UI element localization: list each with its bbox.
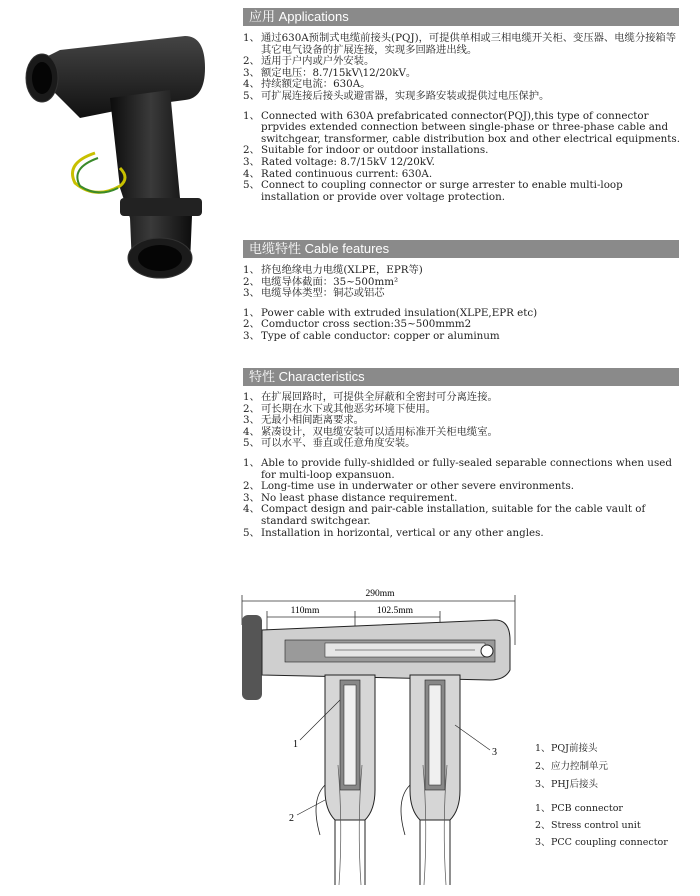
list-item-number: 1、	[243, 306, 260, 319]
dim-total-label: 290mm	[365, 589, 395, 599]
list-item-text: 额定电压：8.7/15kV\12/20kV。	[261, 66, 417, 79]
list-item-number: 2、	[243, 275, 260, 288]
list-item	[243, 111, 683, 146]
list-item-number: 4、	[243, 167, 260, 180]
list-item-number: 5、	[243, 89, 260, 102]
characteristics-list	[243, 392, 683, 539]
list-item-number: 3、	[243, 491, 260, 504]
legend-number: 1、	[535, 743, 551, 754]
list-item-text: Power cable with extruded insulation(XLPE,EPR etc)	[261, 306, 538, 319]
list-item-text: Rated voltage: 8.7/15kV 12/20kV.	[261, 155, 435, 168]
list-item	[243, 91, 683, 103]
list-item-text: 挤包绝缘电力电缆(XLPE，EPR等)	[261, 264, 423, 276]
list-item-number: 3、	[243, 155, 260, 168]
list-item-text: 可以水平、垂直或任意角度安装。	[261, 437, 416, 450]
legend-number: 3、	[535, 779, 551, 790]
list-item-text: Connect to coupling connector or surge arrester to enable multi-loop installation or provide over voltage protection.	[261, 179, 623, 203]
list-item-number: 4、	[243, 78, 260, 91]
legend-number: 2、	[535, 761, 551, 772]
list-item-text: Suitable for indoor or outdoor installations.	[261, 144, 489, 157]
list-item-number: 3、	[243, 329, 260, 342]
product-photo	[20, 28, 215, 283]
diagram-legend	[535, 742, 668, 853]
list-item	[243, 438, 683, 450]
list-item-text: Type of cable conductor: copper or aluminum	[261, 329, 500, 342]
characteristics-header: 特性 Characteristics	[243, 368, 679, 386]
list-item-text: 电缆导体类型：铜芯或铝芯	[261, 287, 385, 300]
legend-text: 应力控制单元	[551, 761, 609, 772]
list-item-number: 1、	[243, 391, 260, 403]
list-item-number: 1、	[243, 456, 260, 469]
list-item-text: Comductor cross section:35~500mmm2	[261, 318, 472, 331]
list-item-number: 1、	[243, 32, 260, 44]
list-item	[243, 481, 683, 493]
legend-number: 2、	[535, 820, 551, 831]
list-item	[243, 265, 683, 277]
list-item	[243, 288, 683, 300]
list-item-text: Installation in horizontal, vertical or any other angles.	[261, 526, 544, 539]
list-item-number: 2、	[243, 144, 260, 157]
list-item-number: 2、	[243, 318, 260, 331]
list-item-number: 1、	[243, 109, 260, 122]
list-item-text: 可扩展连接后接头或避雷器，实现多路安装或提供过电压保护。	[261, 89, 550, 102]
list-item-number: 2、	[243, 55, 260, 68]
list-item-text: Compact design and pair-cable installation, suitable for the cable vault of standard switchgear.	[261, 503, 646, 527]
list-item	[243, 157, 683, 169]
legend-text: PCB connector	[551, 803, 623, 814]
list-item-number: 3、	[243, 287, 260, 300]
list-item-number: 1、	[243, 264, 260, 276]
list-item	[243, 180, 683, 203]
applications-header: 应用 Applications	[243, 8, 679, 26]
connector-diagram	[225, 585, 525, 890]
dim-left-label: 110mm	[290, 606, 320, 616]
list-item	[243, 528, 683, 540]
list-item-text: 通过630A预制式电缆前接头(PQJ)，可提供单相或三相电缆开关柜、变压器、电缆分接箱等其它电气设备的扩展连接，实现多回路进出线。	[261, 32, 677, 56]
legend-item	[535, 836, 668, 849]
list-item-text: No least phase distance requirement.	[261, 491, 458, 504]
list-item-text: Connected with 630A prefabricated connector(PQJ),this type of connector prpvides extended connection between single-phase or three-phase cable and switchgear, transformer, cable distribution box and other electrical equipments.	[261, 109, 680, 145]
list-item-text: 适用于户内或户外安装。	[261, 55, 375, 68]
list-item-text: 紧凑设计，双电缆安装可以适用标准开关柜电缆室。	[261, 425, 498, 438]
list-item-number: 3、	[243, 414, 260, 427]
callout-2: 2	[289, 813, 294, 824]
list-item-number: 5、	[243, 526, 260, 539]
callout-1: 1	[293, 739, 298, 750]
legend-item	[535, 742, 668, 755]
list-item-text: 电缆导体截面：35~500mm²	[261, 275, 399, 288]
dim-right-label: 102.5mm	[376, 606, 414, 616]
legend-item	[535, 760, 668, 773]
list-item-text: Able to provide fully-shidlded or fully-sealed separable connections when used for multi-loop expansuon.	[261, 456, 672, 481]
list-item	[243, 331, 683, 343]
list-item-number: 4、	[243, 425, 260, 438]
legend-text: PHJ后接头	[551, 779, 598, 790]
legend-text: Stress control unit	[551, 820, 641, 831]
list-item-number: 3、	[243, 66, 260, 79]
list-item-text: 可长期在水下或其他恶劣环境下使用。	[261, 402, 437, 415]
list-item	[243, 392, 683, 404]
applications-list	[243, 33, 683, 203]
legend-item	[535, 778, 668, 791]
list-item-text: Rated continuous current: 630A.	[261, 167, 433, 180]
list-item-text: 无最小相间距离要求。	[261, 414, 364, 427]
list-item	[243, 504, 683, 527]
list-item-number: 5、	[243, 437, 260, 450]
legend-text: PCC coupling connector	[551, 837, 668, 848]
legend-item	[535, 802, 668, 815]
legend-number: 1、	[535, 803, 551, 814]
list-item-number: 2、	[243, 480, 260, 493]
cable-features-header: 电缆特性 Cable features	[243, 240, 679, 258]
legend-item	[535, 819, 668, 832]
callout-3: 3	[492, 747, 497, 758]
list-item-number: 2、	[243, 402, 260, 415]
legend-text: PQJ前接头	[551, 743, 598, 754]
list-item-text: 在扩展回路时，可提供全屏蔽和全密封可分离连接。	[261, 391, 498, 403]
list-item	[243, 33, 683, 56]
list-item-number: 5、	[243, 179, 260, 192]
cable-features-list	[243, 265, 683, 343]
list-item-text: 持续额定电流：630A。	[261, 78, 371, 91]
list-item	[243, 458, 683, 481]
list-item-number: 4、	[243, 503, 260, 516]
list-item-text: Long-time use in underwater or other severe environments.	[261, 480, 575, 493]
legend-number: 3、	[535, 837, 551, 848]
